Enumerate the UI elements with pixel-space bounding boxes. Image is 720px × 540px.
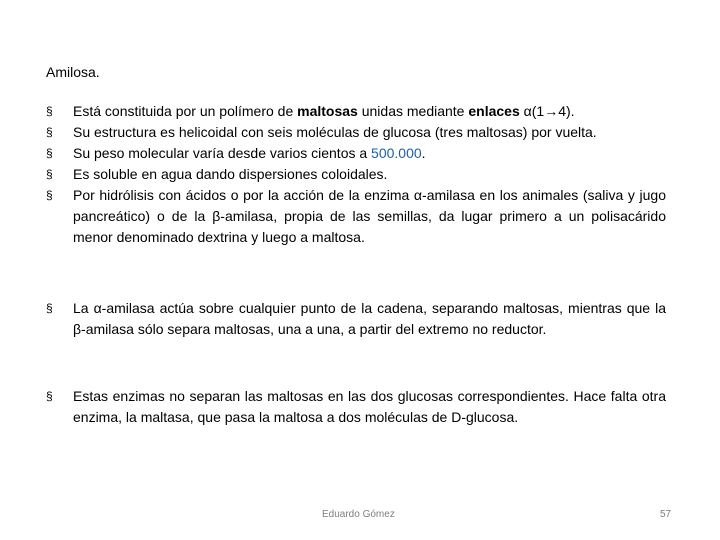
bullet-icon: § bbox=[46, 188, 53, 202]
list-item: § Es soluble en agua dando dispersiones coloidales. bbox=[46, 164, 666, 185]
arrow-right-icon: → bbox=[544, 103, 559, 119]
bullet-icon: § bbox=[46, 389, 53, 403]
footer-author: Eduardo Gómez bbox=[322, 509, 395, 520]
bullet-icon: § bbox=[46, 104, 53, 118]
bullet-list-enzymes bbox=[46, 386, 666, 428]
list-item: § La α-amilasa actúa sobre cualquier punto de la cadena, separando maltosas, mientras que la β-amilasa sólo separa maltosas, una a una, a partir del extremo no reductor. bbox=[46, 300, 666, 337]
bullet-icon: § bbox=[46, 167, 53, 181]
list-item: § Estas enzimas no separan las maltosas en las dos glucosas correspondientes. Hace falta otra enzima, la maltasa, que pasa la maltosa a dos moléculas de D-glucosa. bbox=[46, 388, 666, 425]
page-number: 57 bbox=[660, 509, 672, 520]
bullet-icon: § bbox=[46, 146, 53, 160]
list-item: § Su estructura es helicoidal con seis moléculas de glucosa (tres maltosas) por vuelta. bbox=[46, 122, 666, 143]
bullet-list-main bbox=[46, 101, 666, 248]
list-item: § Está constituida por un polímero de maltosas unidas mediante enlaces α(1→4). bbox=[46, 101, 666, 122]
slide-title: Amilosa. bbox=[46, 64, 100, 80]
bullet-icon: § bbox=[46, 125, 53, 139]
list-item: § Su peso molecular varía desde varios cientos a 500.000. bbox=[46, 143, 666, 164]
bullet-icon: § bbox=[46, 301, 53, 315]
bullet-list-amylase bbox=[46, 298, 666, 340]
list-item: § Por hidrólisis con ácidos o por la acción de la enzima α-amilasa en los animales (saliva y jugo pancreático) o de la β-amilasa, propia de las semillas, da lugar primero a un polisacárido menor denominado dextrina y luego a maltosa. bbox=[46, 187, 666, 245]
